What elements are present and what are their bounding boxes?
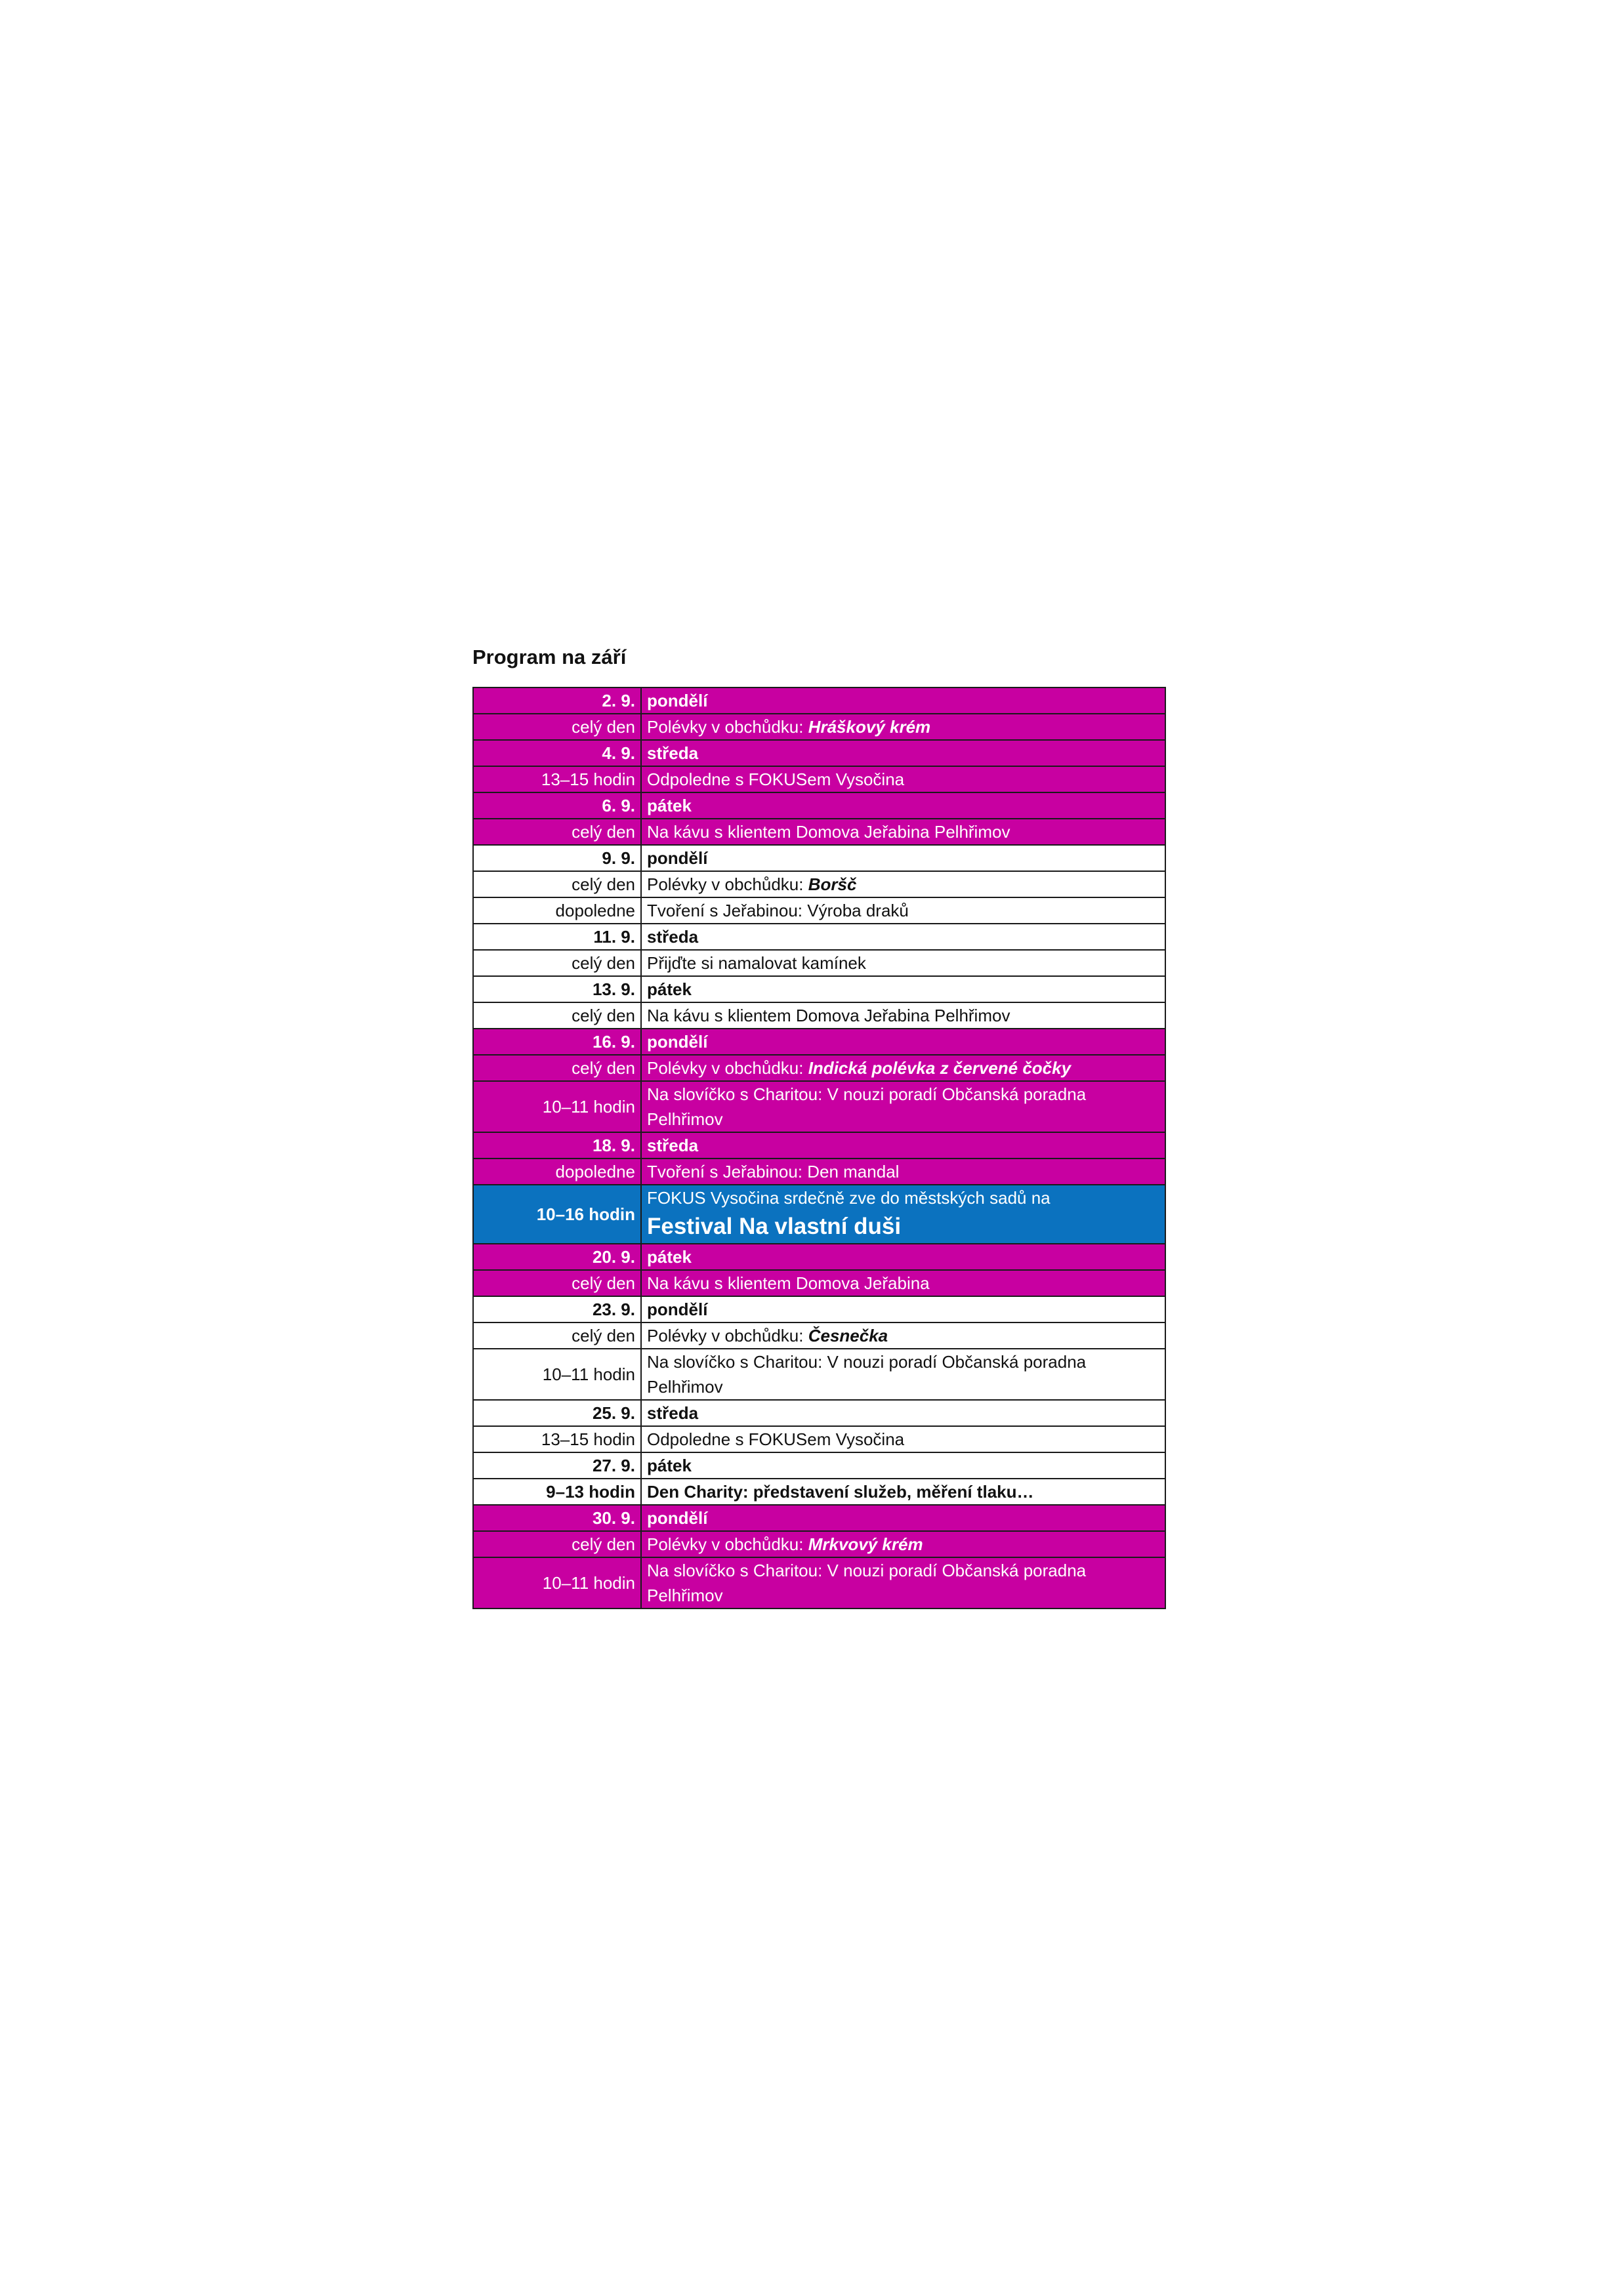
- description-cell: [641, 950, 1165, 976]
- event-row: [473, 1479, 1165, 1505]
- description-text: Na slovíčko s Charitou: V nouzi poradí Občanská poradna: [647, 1084, 1087, 1104]
- date-cell: 6. 9.: [473, 792, 641, 819]
- date-row: [473, 1029, 1165, 1055]
- description-cell: [641, 766, 1165, 792]
- weekday-cell: [641, 687, 1165, 714]
- description-text: Den Charity: představení služeb, měření tlaku…: [647, 1482, 1034, 1502]
- description-text: Na kávu s klientem Domova Jeřabina: [647, 1273, 930, 1293]
- time-cell: 13–15 hodin: [473, 766, 641, 792]
- weekday-cell: [641, 1452, 1165, 1479]
- date-cell: 27. 9.: [473, 1452, 641, 1479]
- description-text: Polévky v obchůdku:: [647, 1326, 808, 1345]
- weekday-cell: [641, 976, 1165, 1002]
- time-cell: 10–11 hodin: [473, 1349, 641, 1400]
- description-text: Polévky v obchůdku:: [647, 874, 808, 894]
- date-row: [473, 924, 1165, 950]
- description-text: Přijďte si namalovat kamínek: [647, 953, 866, 973]
- date-cell: 25. 9.: [473, 1400, 641, 1426]
- date-cell: 16. 9.: [473, 1029, 641, 1055]
- description-text: pátek: [647, 1247, 692, 1267]
- description-text: Na kávu s klientem Domova Jeřabina Pelhřimov: [647, 822, 1010, 842]
- date-row: [473, 1244, 1165, 1270]
- event-row: [473, 819, 1165, 845]
- description-cell: [641, 1322, 1165, 1349]
- date-cell: 9. 9.: [473, 845, 641, 871]
- event-row: [473, 1185, 1165, 1244]
- date-row: [473, 1400, 1165, 1426]
- event-row: [473, 1158, 1165, 1185]
- time-cell: celý den: [473, 714, 641, 740]
- event-row: [473, 1349, 1165, 1400]
- description-cell: [641, 819, 1165, 845]
- event-row: [473, 766, 1165, 792]
- description-text: Odpoledne s FOKUSem Vysočina: [647, 769, 905, 789]
- description-text: pondělí: [647, 1032, 708, 1052]
- event-row: [473, 714, 1165, 740]
- weekday-cell: [641, 845, 1165, 871]
- date-row: [473, 1452, 1165, 1479]
- description-cell: [641, 1349, 1165, 1400]
- date-cell: 30. 9.: [473, 1505, 641, 1531]
- date-row: [473, 976, 1165, 1002]
- event-row: [473, 897, 1165, 924]
- description-cell: [641, 897, 1165, 924]
- time-cell: celý den: [473, 1531, 641, 1557]
- time-cell: celý den: [473, 950, 641, 976]
- time-cell: celý den: [473, 1055, 641, 1081]
- event-row: [473, 1081, 1165, 1132]
- description-cell: [641, 1426, 1165, 1452]
- date-cell: 4. 9.: [473, 740, 641, 766]
- time-cell: dopoledne: [473, 1158, 641, 1185]
- date-cell: 11. 9.: [473, 924, 641, 950]
- time-cell: celý den: [473, 1002, 641, 1029]
- description-text: pondělí: [647, 848, 708, 868]
- weekday-cell: [641, 1029, 1165, 1055]
- weekday-cell: [641, 1132, 1165, 1158]
- description-text: Tvoření s Jeřabinou: Den mandal: [647, 1162, 900, 1181]
- event-row: [473, 1557, 1165, 1609]
- description-text: Polévky v obchůdku:: [647, 717, 808, 737]
- description-cell: [641, 1185, 1165, 1244]
- date-cell: 23. 9.: [473, 1296, 641, 1322]
- time-cell: dopoledne: [473, 897, 641, 924]
- date-row: [473, 687, 1165, 714]
- description-cell: [641, 1531, 1165, 1557]
- description-cell: [641, 871, 1165, 897]
- description-text: středa: [647, 927, 699, 947]
- soup-name: Česnečka: [808, 1326, 888, 1345]
- soup-name: Indická polévka z červené čočky: [808, 1058, 1072, 1078]
- event-row: [473, 1531, 1165, 1557]
- description-text: Tvoření s Jeřabinou: Výroba draků: [647, 901, 909, 920]
- soup-name: Boršč: [808, 874, 857, 894]
- schedule-body: [473, 687, 1165, 1609]
- description-text-continued: Pelhřimov: [647, 1377, 723, 1397]
- event-row: [473, 871, 1165, 897]
- time-cell: celý den: [473, 871, 641, 897]
- description-cell: [641, 1081, 1165, 1132]
- description-text-continued: Pelhřimov: [647, 1109, 723, 1129]
- description-text: pondělí: [647, 691, 708, 710]
- description-text-continued: Pelhřimov: [647, 1586, 723, 1605]
- event-row: [473, 1002, 1165, 1029]
- date-cell: 20. 9.: [473, 1244, 641, 1270]
- date-row: [473, 1505, 1165, 1531]
- time-cell: 10–16 hodin: [473, 1185, 641, 1244]
- weekday-cell: [641, 1400, 1165, 1426]
- time-cell: 9–13 hodin: [473, 1479, 641, 1505]
- weekday-cell: [641, 740, 1165, 766]
- event-row: [473, 1322, 1165, 1349]
- description-text: Na kávu s klientem Domova Jeřabina Pelhřimov: [647, 1006, 1010, 1025]
- description-text: Na slovíčko s Charitou: V nouzi poradí Občanská poradna: [647, 1352, 1087, 1372]
- description-cell: [641, 1479, 1165, 1505]
- weekday-cell: [641, 1244, 1165, 1270]
- soup-name: Hráškový krém: [808, 717, 931, 737]
- description-cell: [641, 714, 1165, 740]
- description-cell: [641, 1002, 1165, 1029]
- weekday-cell: [641, 1296, 1165, 1322]
- event-row: [473, 950, 1165, 976]
- description-text: středa: [647, 743, 699, 763]
- page-title: Program na září: [472, 646, 627, 668]
- time-cell: 10–11 hodin: [473, 1557, 641, 1609]
- description-cell: [641, 1158, 1165, 1185]
- description-text: pondělí: [647, 1300, 708, 1319]
- weekday-cell: [641, 792, 1165, 819]
- time-cell: celý den: [473, 819, 641, 845]
- time-cell: 13–15 hodin: [473, 1426, 641, 1452]
- description-text: FOKUS Vysočina srdečně zve do městských sadů na: [647, 1188, 1051, 1208]
- time-cell: celý den: [473, 1322, 641, 1349]
- description-cell: [641, 1557, 1165, 1609]
- description-text: Na slovíčko s Charitou: V nouzi poradí Občanská poradna: [647, 1561, 1087, 1580]
- description-text: Odpoledne s FOKUSem Vysočina: [647, 1429, 905, 1449]
- festival-name: Festival Na vlastní duši: [647, 1214, 902, 1239]
- description-text: středa: [647, 1136, 699, 1155]
- event-row: [473, 1270, 1165, 1296]
- event-row: [473, 1426, 1165, 1452]
- description-cell: [641, 1055, 1165, 1081]
- weekday-cell: [641, 1505, 1165, 1531]
- date-cell: 18. 9.: [473, 1132, 641, 1158]
- time-cell: 10–11 hodin: [473, 1081, 641, 1132]
- date-row: [473, 1296, 1165, 1322]
- date-cell: 2. 9.: [473, 687, 641, 714]
- date-row: [473, 740, 1165, 766]
- description-text: Polévky v obchůdku:: [647, 1534, 808, 1554]
- description-text: Polévky v obchůdku:: [647, 1058, 808, 1078]
- description-cell: [641, 1270, 1165, 1296]
- schedule-table: [472, 687, 1166, 1609]
- description-text: pátek: [647, 979, 692, 999]
- description-text: pátek: [647, 1456, 692, 1475]
- soup-name: Mrkvový krém: [808, 1534, 923, 1554]
- date-row: [473, 845, 1165, 871]
- date-row: [473, 792, 1165, 819]
- date-cell: 13. 9.: [473, 976, 641, 1002]
- description-text: pátek: [647, 796, 692, 815]
- event-row: [473, 1055, 1165, 1081]
- weekday-cell: [641, 924, 1165, 950]
- description-text: pondělí: [647, 1508, 708, 1528]
- description-text: středa: [647, 1403, 699, 1423]
- date-row: [473, 1132, 1165, 1158]
- time-cell: celý den: [473, 1270, 641, 1296]
